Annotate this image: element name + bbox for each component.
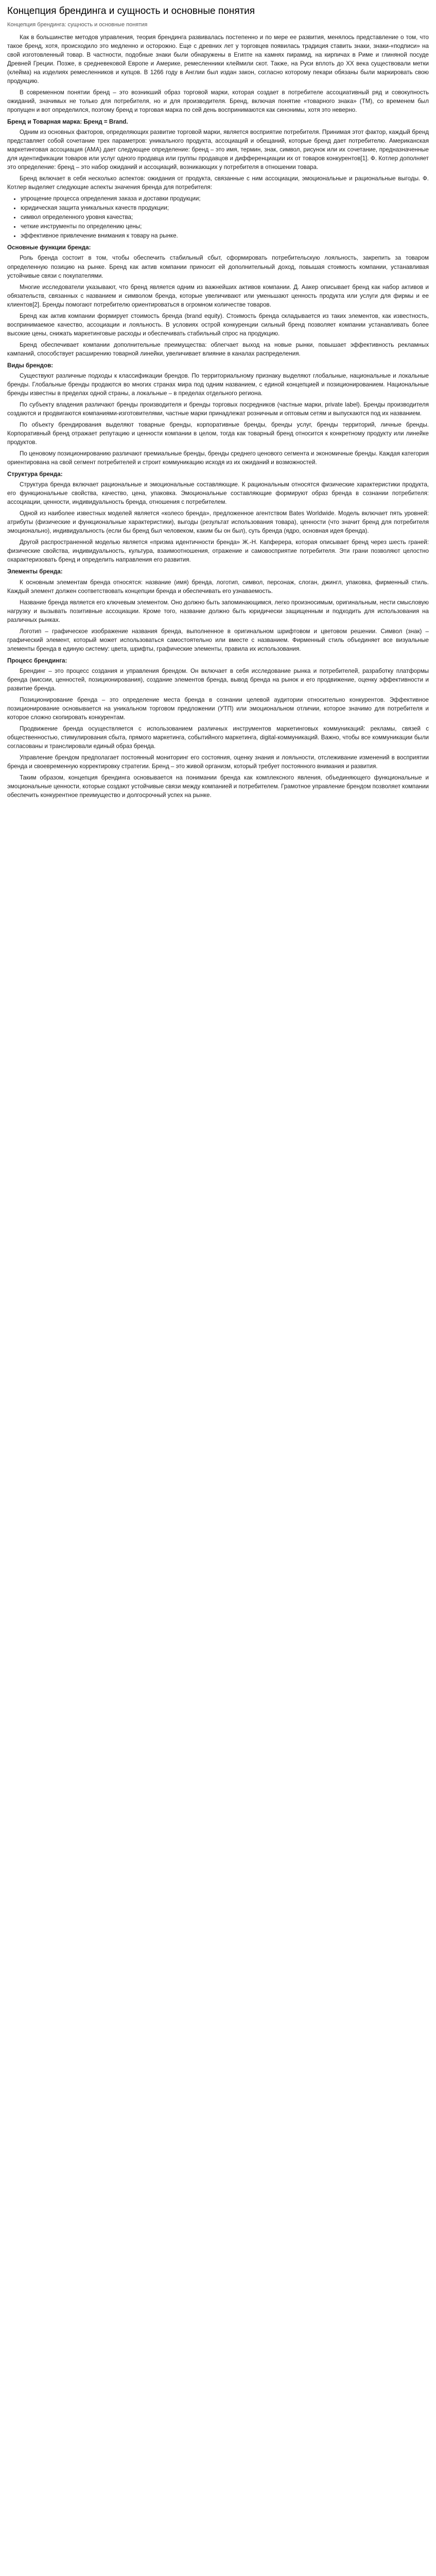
body-paragraph: К основным элементам бренда относятся: название (имя) бренда, логотип, символ, персонаж, слоган, джингл, упаковка, фирменный стиль. Каждый элемент должен соответствовать концепции бренда и обеспечивать его узнаваемость. (7, 579, 429, 595)
intro-paragraph: В современном понятии бренд – это возникший образ торговой марки, которая создает в потребителе ассоциативный ряд и совокупность ожиданий, значимых не только для потребителя, но и для производителя. Бренд, включая понятие «товарного знака» (ТМ), со временем был пропущен и вот определился, поэтому бренд и торговая марка по сей день воспринимаются как синонимы, хотя это неверно. (7, 89, 429, 113)
section-heading: Структура бренда: (7, 471, 63, 478)
body-paragraph: По объекту брендирования выделяют товарные бренды, корпоративные бренды, бренды услуг, бренды территорий, личные бренды. Корпоративный бренд отражает репутацию и ценности компании в целом, тогда как товарный бренд относится к конкретному продукту или линейке продуктов. (7, 421, 429, 446)
body-paragraph: Структура бренда включает рациональные и эмоциональные составляющие. К рациональным относятся физические характеристики продукта, его функциональные свойства, качество, цена, упаковка. Эмоциональные составляющие формируют образ бренда в сознании потребителя: ассоциации, ценности, индивидуальность бренда, отношения с потребителем. (7, 481, 429, 506)
body-paragraph: Позиционирование бренда – это определение места бренда в сознании целевой аудитории относительно конкурентов. Эффективное позиционирование основывается на уникальном торговом предложении (УТП) или эмоциональном отличии, которое значимо для потребителя и которое сложно скопировать конкурентам. (7, 696, 429, 721)
bullet-item: • эффективное привлечение внимания к товару на рынке. (21, 231, 429, 240)
body-paragraph: Одной из наиболее известных моделей является «колесо бренда», предложенное агентством Bates Worldwide. Модель включает пять уровней: атрибуты (физические и функциональные характеристики), выгоды (результат использования товара), ценности (что значит бренд для потребителя эмоционально), индивидуальность (если бы бренд был человеком, каким бы он был), суть бренда (ядро, основная идея бренда). (7, 510, 429, 535)
section-heading: Виды брендов: (7, 362, 54, 369)
body-paragraph: По субъекту владения различают бренды производителя и бренды торговых посредников (частные марки, private label). Бренды производителя создаются и продвигаются компаниями-изготовителями, частные марки принадлежат розничным и оптовым сетям и выпускаются под их названием. (7, 401, 429, 417)
body-paragraph: Название бренда является его ключевым элементом. Оно должно быть запоминающимся, легко произносимым, оригинальным, нести смысловую нагрузку и вызывать позитивные ассоциации. Кроме того, название должно быть юридически защищенным и подходить для использования на различных рынках. (7, 599, 429, 623)
body-paragraph: Существуют различные подходы к классификации брендов. По территориальному признаку выделяют глобальные, национальные и локальные бренды. Глобальные бренды продаются во многих странах мира под одним названием, с единой концепцией и позиционированием. Национальные бренды известны в пределах одной страны, а локальные – в пределах отдельного региона. (7, 372, 429, 397)
page-subtitle: Концепция брендинга: сущность и основные понятия (7, 21, 148, 28)
bullet-item: • юридическая защита уникальных качеств продукции; (21, 204, 429, 212)
body-paragraph: Роль бренда состоит в том, чтобы обеспечить стабильный сбыт, сформировать потребительскую лояльность, закрепить за товаром определенную позицию на рынке. Бренд как актив компании приносит ей дополнительный доход, повышая стоимость компании, устанавливая устойчивые связи с покупателями. (7, 255, 429, 279)
bullet-list (7, 194, 429, 240)
body-paragraph: Бренд обеспечивает компании дополнительные преимущества: облегчает выход на новые рынки, повышает эффективность рекламных кампаний, способствует расширению товарной линейки, увеличивает влияние в каналах распределения. (7, 341, 429, 357)
bullet-item: • четкие инструменты по определению цены; (21, 222, 429, 231)
section-heading: Процесс брендинга: (7, 657, 67, 664)
section-heading: Элементы бренда: (7, 568, 63, 575)
bullet-item: • символ определенного уровня качества; (21, 213, 429, 222)
body-paragraph: Многие исследователи указывают, что бренд является одним из важнейших активов компании. Д. Аакер описывает бренд как набор активов и обязательств, связанных с названием и символом бренда, которые увеличивают или уменьшают ценность продукта или услуги для фирмы и ее клиентов[2]. Бренды помогают потребителю ориентироваться в огромном количестве товаров. (7, 283, 429, 308)
body-paragraph: По ценовому позиционированию различают премиальные бренды, бренды среднего ценового сегмента и экономичные бренды. Каждая категория ориентирована на свой сегмент потребителей и строит коммуникацию исходя из их ожиданий и возможностей. (7, 450, 429, 466)
intro-paragraph: Как в большинстве методов управления, теория брендинга развивалась постепенно и по мере ее развития, менялось представление о том, что такое бренд, хотя, происходило это медленно и осторожно. Еще с древних лет у торговцев появилась традиция ставить знаки, знаки-«подписи» на свой изготовленный товар. В частности, подобные знаки были обнаружены в Египте на камнях пирамид, на кирпичах в Риме и глиняной посуде Древней Греции. Позже, в средневековой Европе и Америке, ремесленники клеймили скот. Также, на Руси вплоть до XX века существовали метки (клейма) на изделиях ремесленников и купцов. В 1266 году в Англии был издан закон, согласно которому пекари обязаны были маркировать свою продукцию. (7, 33, 429, 84)
section-heading: Бренд и Товарная марка: Бренд = Brand. (7, 118, 128, 126)
body-paragraph: Другой распространенной моделью является «призма идентичности бренда» Ж.-Н. Капферера, которая описывает бренд через шесть граней: физические свойства, индивидуальность, культура, взаимоотношения, отражение и самовосприятие потребителя. Эти грани позволяют целостно охарактеризовать бренд и определить направления его развития. (7, 539, 429, 564)
bullet-item: • упрощение процесса определения заказа и доставки продукции; (21, 194, 429, 203)
body-paragraph: Управление брендом предполагает постоянный мониторинг его состояния, оценку знания и лояльности, отслеживание изменений в восприятии бренда и своевременную корректировку стратегии. Бренд – это живой организм, который требует постоянного внимания и развития. (7, 754, 429, 770)
body-paragraph: Продвижение бренда осуществляется с использованием различных инструментов маркетинговых коммуникаций: рекламы, связей с общественностью, стимулирования сбыта, прямого маркетинга, событийного маркетинга, digital-коммуникаций. Важно, чтобы все коммуникации были согласованы и транслировали единый образ бренда. (7, 725, 429, 750)
document-page (0, 0, 436, 800)
body-paragraph: Одним из основных факторов, определяющих развитие торговой марки, является восприятие потребителя. Принимая этот фактор, каждый бренд представляет собой сочетание трех параметров: уникального продукта, ассоциаций и обещаний, которые бренд дает потребителю. Американская маркетинговая ассоциация (АМА) дает следующее определение: бренд – это имя, термин, знак, символ, рисунок или их сочетание, предназначенные для идентификации товаров или услуг одного продавца или группы продавцов и дифференциации их от товаров конкурентов[1]. Ф. Котлер дополняет это определение: бренд – это набор ожиданий и ассоциаций, возникающих у потребителя в отношении товара. (7, 129, 429, 171)
body-paragraph: Брендинг – это процесс создания и управления брендом. Он включает в себя исследование рынка и потребителей, разработку платформы бренда (миссии, ценностей, позиционирования), создание элементов бренда, вывод бренда на рынок и его продвижение, оценку эффективности и развитие бренда. (7, 667, 429, 692)
body-paragraph: Логотип – графическое изображение названия бренда, выполненное в оригинальном шрифтовом и цветовом решении. Символ (знак) – графический элемент, который может использоваться самостоятельно или вместе с названием. Фирменный стиль объединяет все визуальные элементы бренда в единую систему: цвета, шрифты, графические элементы, правила их использования. (7, 628, 429, 652)
section-heading: Основные функции бренда: (7, 244, 91, 251)
body-paragraph: Таким образом, концепция брендинга основывается на понимании бренда как комплексного явления, объединяющего функциональные и эмоциональные ценности, которые создают устойчивые связи между компанией и потребителем. Грамотное управление брендом позволяет компании обеспечить конкурентное преимущество и долгосрочный успех на рынке. (7, 774, 429, 799)
page-title: Концепция брендинга и сущность и основные понятия (7, 6, 255, 16)
body-paragraph: Бренд как актив компании формирует стоимость бренда (brand equity). Стоимость бренда складывается из таких элементов, как известность, воспринимаемое качество, ассоциации и лояльность. В условиях острой конкуренции сильный бренд позволяет компании устанавливать более высокие цены, снижать маркетинговые расходы и обеспечивать стабильный спрос на продукцию. (7, 312, 429, 337)
body-paragraph: Бренд включает в себя несколько аспектов: ожидания от продукта, связанные с ним ассоциации, эмоциональные и рациональные выгоды. Ф. Котлер выделяет следующие аспекты значения бренда для потребителя: (7, 175, 429, 191)
article-sections (7, 117, 429, 800)
article-body (7, 33, 429, 800)
